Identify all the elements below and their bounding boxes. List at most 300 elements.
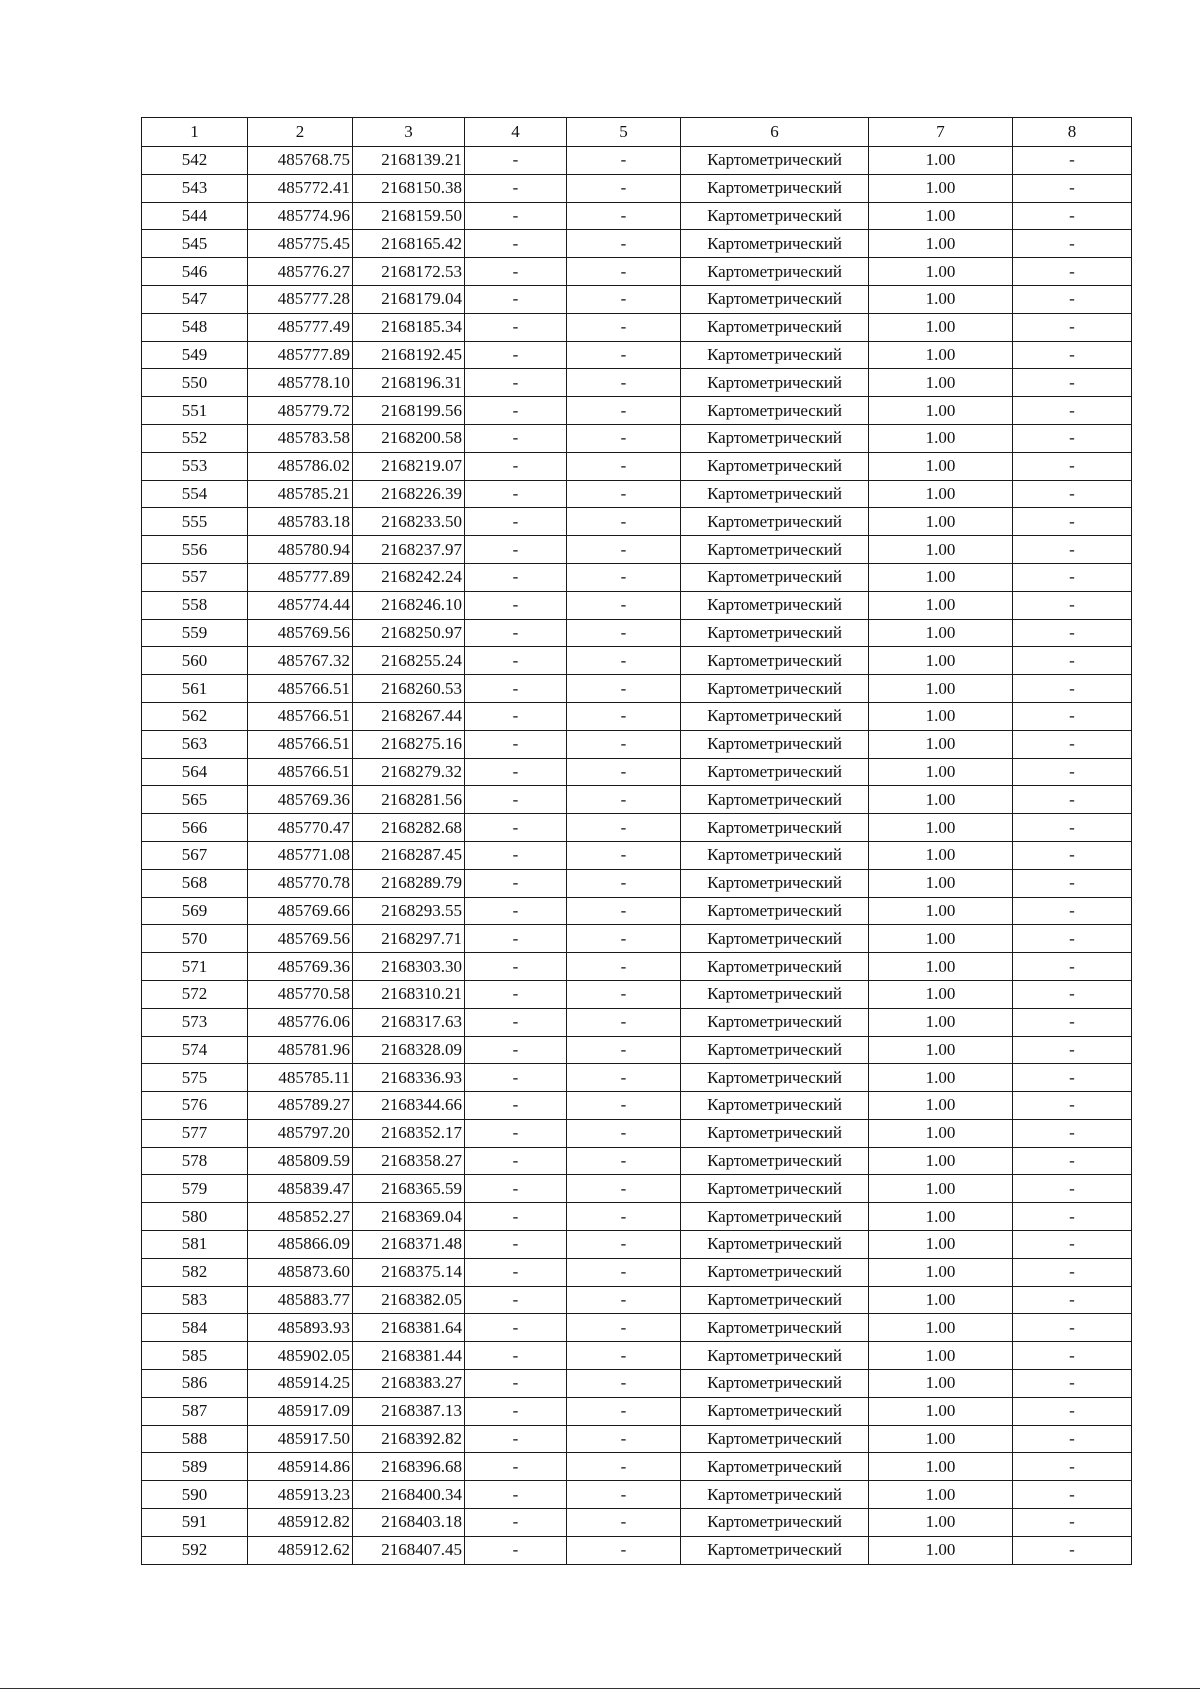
cell-col-4-value: - bbox=[465, 702, 567, 730]
table-row bbox=[142, 786, 1132, 814]
cell-accuracy: 1.00 bbox=[869, 619, 1013, 647]
cell-col-5-value: - bbox=[567, 424, 681, 452]
cell-coord-x: 485785.11 bbox=[248, 1064, 353, 1092]
cell-coord-y: 2168287.45 bbox=[353, 841, 465, 869]
cell-coord-x: 485777.28 bbox=[248, 285, 353, 313]
cell-coord-y: 2168199.56 bbox=[353, 397, 465, 425]
cell-col-4-value: - bbox=[465, 1397, 567, 1425]
cell-accuracy: 1.00 bbox=[869, 702, 1013, 730]
cell-coord-x: 485809.59 bbox=[248, 1147, 353, 1175]
cell-col-4-value: - bbox=[465, 1453, 567, 1481]
cell-accuracy: 1.00 bbox=[869, 953, 1013, 981]
cell-method: Картометрический bbox=[681, 1509, 869, 1537]
cell-accuracy: 1.00 bbox=[869, 786, 1013, 814]
cell-point-number: 567 bbox=[142, 841, 248, 869]
cell-col-8-value: - bbox=[1013, 730, 1132, 758]
cell-coord-x: 485769.56 bbox=[248, 619, 353, 647]
cell-accuracy: 1.00 bbox=[869, 1092, 1013, 1120]
cell-col-8-value: - bbox=[1013, 869, 1132, 897]
cell-accuracy: 1.00 bbox=[869, 1342, 1013, 1370]
cell-accuracy: 1.00 bbox=[869, 424, 1013, 452]
page-bottom-rule bbox=[0, 1688, 1200, 1689]
table-row bbox=[142, 369, 1132, 397]
cell-col-8-value: - bbox=[1013, 1119, 1132, 1147]
table-row bbox=[142, 1370, 1132, 1398]
cell-col-4-value: - bbox=[465, 1258, 567, 1286]
table-body bbox=[142, 147, 1132, 1565]
cell-col-5-value: - bbox=[567, 1175, 681, 1203]
cell-point-number: 592 bbox=[142, 1536, 248, 1564]
cell-accuracy: 1.00 bbox=[869, 174, 1013, 202]
cell-method: Картометрический bbox=[681, 786, 869, 814]
cell-col-8-value: - bbox=[1013, 563, 1132, 591]
cell-col-8-value: - bbox=[1013, 675, 1132, 703]
cell-col-5-value: - bbox=[567, 1231, 681, 1259]
cell-coord-x: 485902.05 bbox=[248, 1342, 353, 1370]
cell-accuracy: 1.00 bbox=[869, 1036, 1013, 1064]
cell-point-number: 564 bbox=[142, 758, 248, 786]
cell-col-5-value: - bbox=[567, 980, 681, 1008]
cell-coord-x: 485779.72 bbox=[248, 397, 353, 425]
cell-method: Картометрический bbox=[681, 508, 869, 536]
cell-col-5-value: - bbox=[567, 147, 681, 175]
cell-accuracy: 1.00 bbox=[869, 1203, 1013, 1231]
cell-method: Картометрический bbox=[681, 230, 869, 258]
cell-method: Картометрический bbox=[681, 1008, 869, 1036]
cell-method: Картометрический bbox=[681, 1119, 869, 1147]
cell-accuracy: 1.00 bbox=[869, 1397, 1013, 1425]
cell-col-8-value: - bbox=[1013, 341, 1132, 369]
cell-col-8-value: - bbox=[1013, 1036, 1132, 1064]
cell-point-number: 554 bbox=[142, 480, 248, 508]
cell-coord-y: 2168382.05 bbox=[353, 1286, 465, 1314]
cell-method: Картометрический bbox=[681, 619, 869, 647]
cell-coord-x: 485770.78 bbox=[248, 869, 353, 897]
cell-col-5-value: - bbox=[567, 1453, 681, 1481]
cell-method: Картометрический bbox=[681, 563, 869, 591]
cell-coord-x: 485917.09 bbox=[248, 1397, 353, 1425]
table-row bbox=[142, 1036, 1132, 1064]
cell-col-8-value: - bbox=[1013, 814, 1132, 842]
cell-col-4-value: - bbox=[465, 897, 567, 925]
cell-coord-y: 2168233.50 bbox=[353, 508, 465, 536]
cell-col-5-value: - bbox=[567, 1008, 681, 1036]
cell-coord-x: 485866.09 bbox=[248, 1231, 353, 1259]
table-row bbox=[142, 814, 1132, 842]
cell-coord-x: 485789.27 bbox=[248, 1092, 353, 1120]
cell-point-number: 556 bbox=[142, 536, 248, 564]
cell-col-8-value: - bbox=[1013, 480, 1132, 508]
cell-coord-x: 485914.25 bbox=[248, 1370, 353, 1398]
table-row bbox=[142, 1481, 1132, 1509]
cell-coord-y: 2168381.64 bbox=[353, 1314, 465, 1342]
cell-col-8-value: - bbox=[1013, 1175, 1132, 1203]
cell-col-5-value: - bbox=[567, 1036, 681, 1064]
cell-col-8-value: - bbox=[1013, 313, 1132, 341]
cell-coord-y: 2168250.97 bbox=[353, 619, 465, 647]
cell-col-5-value: - bbox=[567, 702, 681, 730]
cell-col-4-value: - bbox=[465, 258, 567, 286]
cell-point-number: 568 bbox=[142, 869, 248, 897]
cell-col-5-value: - bbox=[567, 1370, 681, 1398]
cell-point-number: 543 bbox=[142, 174, 248, 202]
cell-coord-y: 2168407.45 bbox=[353, 1536, 465, 1564]
cell-col-5-value: - bbox=[567, 897, 681, 925]
cell-method: Картометрический bbox=[681, 1481, 869, 1509]
cell-point-number: 583 bbox=[142, 1286, 248, 1314]
cell-accuracy: 1.00 bbox=[869, 1536, 1013, 1564]
cell-col-5-value: - bbox=[567, 1258, 681, 1286]
cell-col-4-value: - bbox=[465, 591, 567, 619]
table-row bbox=[142, 480, 1132, 508]
cell-coord-x: 485769.36 bbox=[248, 953, 353, 981]
cell-coord-y: 2168400.34 bbox=[353, 1481, 465, 1509]
cell-col-8-value: - bbox=[1013, 619, 1132, 647]
cell-col-8-value: - bbox=[1013, 1147, 1132, 1175]
cell-col-5-value: - bbox=[567, 814, 681, 842]
cell-col-8-value: - bbox=[1013, 702, 1132, 730]
cell-method: Картометрический bbox=[681, 147, 869, 175]
cell-col-8-value: - bbox=[1013, 174, 1132, 202]
cell-col-8-value: - bbox=[1013, 591, 1132, 619]
cell-col-4-value: - bbox=[465, 230, 567, 258]
cell-point-number: 588 bbox=[142, 1425, 248, 1453]
cell-point-number: 574 bbox=[142, 1036, 248, 1064]
cell-col-8-value: - bbox=[1013, 285, 1132, 313]
cell-coord-y: 2168242.24 bbox=[353, 563, 465, 591]
cell-col-8-value: - bbox=[1013, 202, 1132, 230]
table-row bbox=[142, 1536, 1132, 1564]
cell-col-8-value: - bbox=[1013, 452, 1132, 480]
cell-method: Картометрический bbox=[681, 841, 869, 869]
cell-method: Картометрический bbox=[681, 1036, 869, 1064]
cell-coord-y: 2168172.53 bbox=[353, 258, 465, 286]
cell-col-4-value: - bbox=[465, 1092, 567, 1120]
cell-col-4-value: - bbox=[465, 953, 567, 981]
cell-accuracy: 1.00 bbox=[869, 647, 1013, 675]
cell-col-5-value: - bbox=[567, 1147, 681, 1175]
cell-coord-y: 2168260.53 bbox=[353, 675, 465, 703]
column-header-4: 4 bbox=[465, 118, 567, 147]
cell-col-8-value: - bbox=[1013, 1481, 1132, 1509]
table-row bbox=[142, 1175, 1132, 1203]
cell-coord-y: 2168310.21 bbox=[353, 980, 465, 1008]
cell-col-4-value: - bbox=[465, 285, 567, 313]
cell-coord-y: 2168267.44 bbox=[353, 702, 465, 730]
cell-col-8-value: - bbox=[1013, 953, 1132, 981]
cell-col-5-value: - bbox=[567, 536, 681, 564]
cell-col-5-value: - bbox=[567, 341, 681, 369]
cell-col-5-value: - bbox=[567, 953, 681, 981]
cell-method: Картометрический bbox=[681, 897, 869, 925]
cell-coord-y: 2168303.30 bbox=[353, 953, 465, 981]
cell-accuracy: 1.00 bbox=[869, 313, 1013, 341]
cell-point-number: 550 bbox=[142, 369, 248, 397]
cell-col-8-value: - bbox=[1013, 1008, 1132, 1036]
cell-coord-y: 2168281.56 bbox=[353, 786, 465, 814]
cell-method: Картометрический bbox=[681, 1175, 869, 1203]
cell-method: Картометрический bbox=[681, 424, 869, 452]
cell-point-number: 547 bbox=[142, 285, 248, 313]
cell-col-4-value: - bbox=[465, 925, 567, 953]
table-row bbox=[142, 1453, 1132, 1481]
cell-coord-y: 2168352.17 bbox=[353, 1119, 465, 1147]
cell-accuracy: 1.00 bbox=[869, 897, 1013, 925]
cell-col-5-value: - bbox=[567, 1481, 681, 1509]
cell-point-number: 569 bbox=[142, 897, 248, 925]
cell-coord-x: 485770.47 bbox=[248, 814, 353, 842]
cell-coord-x: 485917.50 bbox=[248, 1425, 353, 1453]
cell-col-4-value: - bbox=[465, 480, 567, 508]
cell-col-4-value: - bbox=[465, 508, 567, 536]
cell-col-5-value: - bbox=[567, 1286, 681, 1314]
cell-method: Картометрический bbox=[681, 647, 869, 675]
cell-col-5-value: - bbox=[567, 202, 681, 230]
cell-coord-y: 2168371.48 bbox=[353, 1231, 465, 1259]
cell-point-number: 559 bbox=[142, 619, 248, 647]
cell-point-number: 558 bbox=[142, 591, 248, 619]
cell-coord-y: 2168192.45 bbox=[353, 341, 465, 369]
cell-coord-y: 2168289.79 bbox=[353, 869, 465, 897]
cell-col-4-value: - bbox=[465, 369, 567, 397]
cell-col-4-value: - bbox=[465, 647, 567, 675]
table-row bbox=[142, 258, 1132, 286]
cell-col-8-value: - bbox=[1013, 841, 1132, 869]
cell-coord-x: 485767.32 bbox=[248, 647, 353, 675]
column-header-1: 1 bbox=[142, 118, 248, 147]
cell-method: Картометрический bbox=[681, 1536, 869, 1564]
cell-coord-x: 485913.23 bbox=[248, 1481, 353, 1509]
cell-col-8-value: - bbox=[1013, 1231, 1132, 1259]
cell-coord-x: 485783.18 bbox=[248, 508, 353, 536]
cell-col-5-value: - bbox=[567, 1425, 681, 1453]
cell-point-number: 572 bbox=[142, 980, 248, 1008]
cell-col-4-value: - bbox=[465, 1314, 567, 1342]
cell-accuracy: 1.00 bbox=[869, 536, 1013, 564]
cell-coord-x: 485912.82 bbox=[248, 1509, 353, 1537]
cell-accuracy: 1.00 bbox=[869, 591, 1013, 619]
coordinates-table bbox=[141, 117, 1132, 1565]
cell-col-8-value: - bbox=[1013, 424, 1132, 452]
cell-col-8-value: - bbox=[1013, 1509, 1132, 1537]
cell-accuracy: 1.00 bbox=[869, 397, 1013, 425]
cell-method: Картометрический bbox=[681, 675, 869, 703]
cell-accuracy: 1.00 bbox=[869, 563, 1013, 591]
cell-col-5-value: - bbox=[567, 869, 681, 897]
cell-coord-x: 485776.27 bbox=[248, 258, 353, 286]
cell-method: Картометрический bbox=[681, 869, 869, 897]
table-row bbox=[142, 1231, 1132, 1259]
table-row bbox=[142, 1119, 1132, 1147]
cell-col-4-value: - bbox=[465, 869, 567, 897]
cell-method: Картометрический bbox=[681, 258, 869, 286]
table-row bbox=[142, 980, 1132, 1008]
table-row bbox=[142, 647, 1132, 675]
cell-method: Картометрический bbox=[681, 814, 869, 842]
cell-col-5-value: - bbox=[567, 1397, 681, 1425]
cell-point-number: 587 bbox=[142, 1397, 248, 1425]
cell-point-number: 545 bbox=[142, 230, 248, 258]
cell-method: Картометрический bbox=[681, 1258, 869, 1286]
cell-point-number: 563 bbox=[142, 730, 248, 758]
cell-col-8-value: - bbox=[1013, 647, 1132, 675]
cell-accuracy: 1.00 bbox=[869, 1008, 1013, 1036]
cell-coord-x: 485766.51 bbox=[248, 675, 353, 703]
cell-col-8-value: - bbox=[1013, 980, 1132, 1008]
cell-col-8-value: - bbox=[1013, 1536, 1132, 1564]
cell-col-5-value: - bbox=[567, 174, 681, 202]
cell-point-number: 578 bbox=[142, 1147, 248, 1175]
cell-col-4-value: - bbox=[465, 202, 567, 230]
cell-method: Картометрический bbox=[681, 313, 869, 341]
table-row bbox=[142, 925, 1132, 953]
cell-coord-y: 2168392.82 bbox=[353, 1425, 465, 1453]
cell-col-8-value: - bbox=[1013, 536, 1132, 564]
cell-coord-x: 485783.58 bbox=[248, 424, 353, 452]
table-row bbox=[142, 1147, 1132, 1175]
cell-coord-x: 485769.56 bbox=[248, 925, 353, 953]
cell-method: Картометрический bbox=[681, 1064, 869, 1092]
cell-col-4-value: - bbox=[465, 1509, 567, 1537]
cell-accuracy: 1.00 bbox=[869, 1425, 1013, 1453]
cell-coord-y: 2168375.14 bbox=[353, 1258, 465, 1286]
cell-col-4-value: - bbox=[465, 841, 567, 869]
cell-col-5-value: - bbox=[567, 1203, 681, 1231]
cell-col-8-value: - bbox=[1013, 1342, 1132, 1370]
cell-col-4-value: - bbox=[465, 1536, 567, 1564]
cell-coord-x: 485766.51 bbox=[248, 730, 353, 758]
cell-col-4-value: - bbox=[465, 1175, 567, 1203]
cell-point-number: 557 bbox=[142, 563, 248, 591]
cell-accuracy: 1.00 bbox=[869, 508, 1013, 536]
cell-coord-y: 2168246.10 bbox=[353, 591, 465, 619]
cell-col-4-value: - bbox=[465, 563, 567, 591]
cell-col-8-value: - bbox=[1013, 230, 1132, 258]
cell-accuracy: 1.00 bbox=[869, 341, 1013, 369]
cell-accuracy: 1.00 bbox=[869, 980, 1013, 1008]
cell-method: Картометрический bbox=[681, 1203, 869, 1231]
cell-accuracy: 1.00 bbox=[869, 1453, 1013, 1481]
cell-col-8-value: - bbox=[1013, 369, 1132, 397]
column-header-5: 5 bbox=[567, 118, 681, 147]
table-row bbox=[142, 202, 1132, 230]
cell-coord-y: 2168219.07 bbox=[353, 452, 465, 480]
cell-col-4-value: - bbox=[465, 814, 567, 842]
cell-col-8-value: - bbox=[1013, 258, 1132, 286]
column-header-6: 6 bbox=[681, 118, 869, 147]
cell-accuracy: 1.00 bbox=[869, 758, 1013, 786]
cell-col-4-value: - bbox=[465, 1370, 567, 1398]
cell-point-number: 579 bbox=[142, 1175, 248, 1203]
table-row bbox=[142, 953, 1132, 981]
cell-coord-x: 485781.96 bbox=[248, 1036, 353, 1064]
cell-coord-y: 2168226.39 bbox=[353, 480, 465, 508]
cell-coord-y: 2168369.04 bbox=[353, 1203, 465, 1231]
table-row bbox=[142, 869, 1132, 897]
cell-accuracy: 1.00 bbox=[869, 730, 1013, 758]
cell-col-4-value: - bbox=[465, 1119, 567, 1147]
cell-coord-y: 2168344.66 bbox=[353, 1092, 465, 1120]
cell-coord-y: 2168159.50 bbox=[353, 202, 465, 230]
cell-col-5-value: - bbox=[567, 591, 681, 619]
cell-coord-x: 485797.20 bbox=[248, 1119, 353, 1147]
cell-accuracy: 1.00 bbox=[869, 1119, 1013, 1147]
cell-method: Картометрический bbox=[681, 341, 869, 369]
cell-col-8-value: - bbox=[1013, 1258, 1132, 1286]
cell-coord-y: 2168237.97 bbox=[353, 536, 465, 564]
cell-point-number: 577 bbox=[142, 1119, 248, 1147]
cell-point-number: 544 bbox=[142, 202, 248, 230]
cell-col-5-value: - bbox=[567, 1509, 681, 1537]
cell-col-8-value: - bbox=[1013, 925, 1132, 953]
cell-accuracy: 1.00 bbox=[869, 1370, 1013, 1398]
table-header-row bbox=[142, 118, 1132, 147]
cell-col-5-value: - bbox=[567, 925, 681, 953]
table-row bbox=[142, 1092, 1132, 1120]
cell-col-5-value: - bbox=[567, 758, 681, 786]
cell-point-number: 548 bbox=[142, 313, 248, 341]
cell-coord-x: 485775.45 bbox=[248, 230, 353, 258]
cell-coord-x: 485777.89 bbox=[248, 341, 353, 369]
cell-point-number: 581 bbox=[142, 1231, 248, 1259]
cell-point-number: 575 bbox=[142, 1064, 248, 1092]
cell-coord-x: 485785.21 bbox=[248, 480, 353, 508]
cell-col-4-value: - bbox=[465, 452, 567, 480]
cell-col-5-value: - bbox=[567, 563, 681, 591]
table-row bbox=[142, 1425, 1132, 1453]
table-row bbox=[142, 619, 1132, 647]
cell-accuracy: 1.00 bbox=[869, 1509, 1013, 1537]
cell-col-5-value: - bbox=[567, 1342, 681, 1370]
cell-coord-y: 2168165.42 bbox=[353, 230, 465, 258]
cell-coord-y: 2168200.58 bbox=[353, 424, 465, 452]
cell-col-4-value: - bbox=[465, 341, 567, 369]
cell-coord-x: 485912.62 bbox=[248, 1536, 353, 1564]
cell-point-number: 546 bbox=[142, 258, 248, 286]
cell-accuracy: 1.00 bbox=[869, 369, 1013, 397]
cell-coord-x: 485778.10 bbox=[248, 369, 353, 397]
cell-method: Картометрический bbox=[681, 591, 869, 619]
cell-coord-y: 2168255.24 bbox=[353, 647, 465, 675]
cell-coord-y: 2168383.27 bbox=[353, 1370, 465, 1398]
cell-point-number: 562 bbox=[142, 702, 248, 730]
cell-col-5-value: - bbox=[567, 841, 681, 869]
cell-accuracy: 1.00 bbox=[869, 1258, 1013, 1286]
cell-col-8-value: - bbox=[1013, 786, 1132, 814]
table-row bbox=[142, 174, 1132, 202]
cell-method: Картометрический bbox=[681, 202, 869, 230]
column-header-2: 2 bbox=[248, 118, 353, 147]
column-header-8: 8 bbox=[1013, 118, 1132, 147]
column-header-7: 7 bbox=[869, 118, 1013, 147]
cell-method: Картометрический bbox=[681, 397, 869, 425]
cell-col-5-value: - bbox=[567, 786, 681, 814]
table-row bbox=[142, 1342, 1132, 1370]
cell-method: Картометрический bbox=[681, 1342, 869, 1370]
cell-col-8-value: - bbox=[1013, 397, 1132, 425]
cell-col-8-value: - bbox=[1013, 1203, 1132, 1231]
cell-point-number: 584 bbox=[142, 1314, 248, 1342]
cell-coord-y: 2168336.93 bbox=[353, 1064, 465, 1092]
cell-coord-y: 2168150.38 bbox=[353, 174, 465, 202]
cell-method: Картометрический bbox=[681, 702, 869, 730]
table-row bbox=[142, 591, 1132, 619]
cell-point-number: 571 bbox=[142, 953, 248, 981]
cell-coord-y: 2168196.31 bbox=[353, 369, 465, 397]
cell-col-4-value: - bbox=[465, 1231, 567, 1259]
table-row bbox=[142, 285, 1132, 313]
cell-coord-y: 2168328.09 bbox=[353, 1036, 465, 1064]
